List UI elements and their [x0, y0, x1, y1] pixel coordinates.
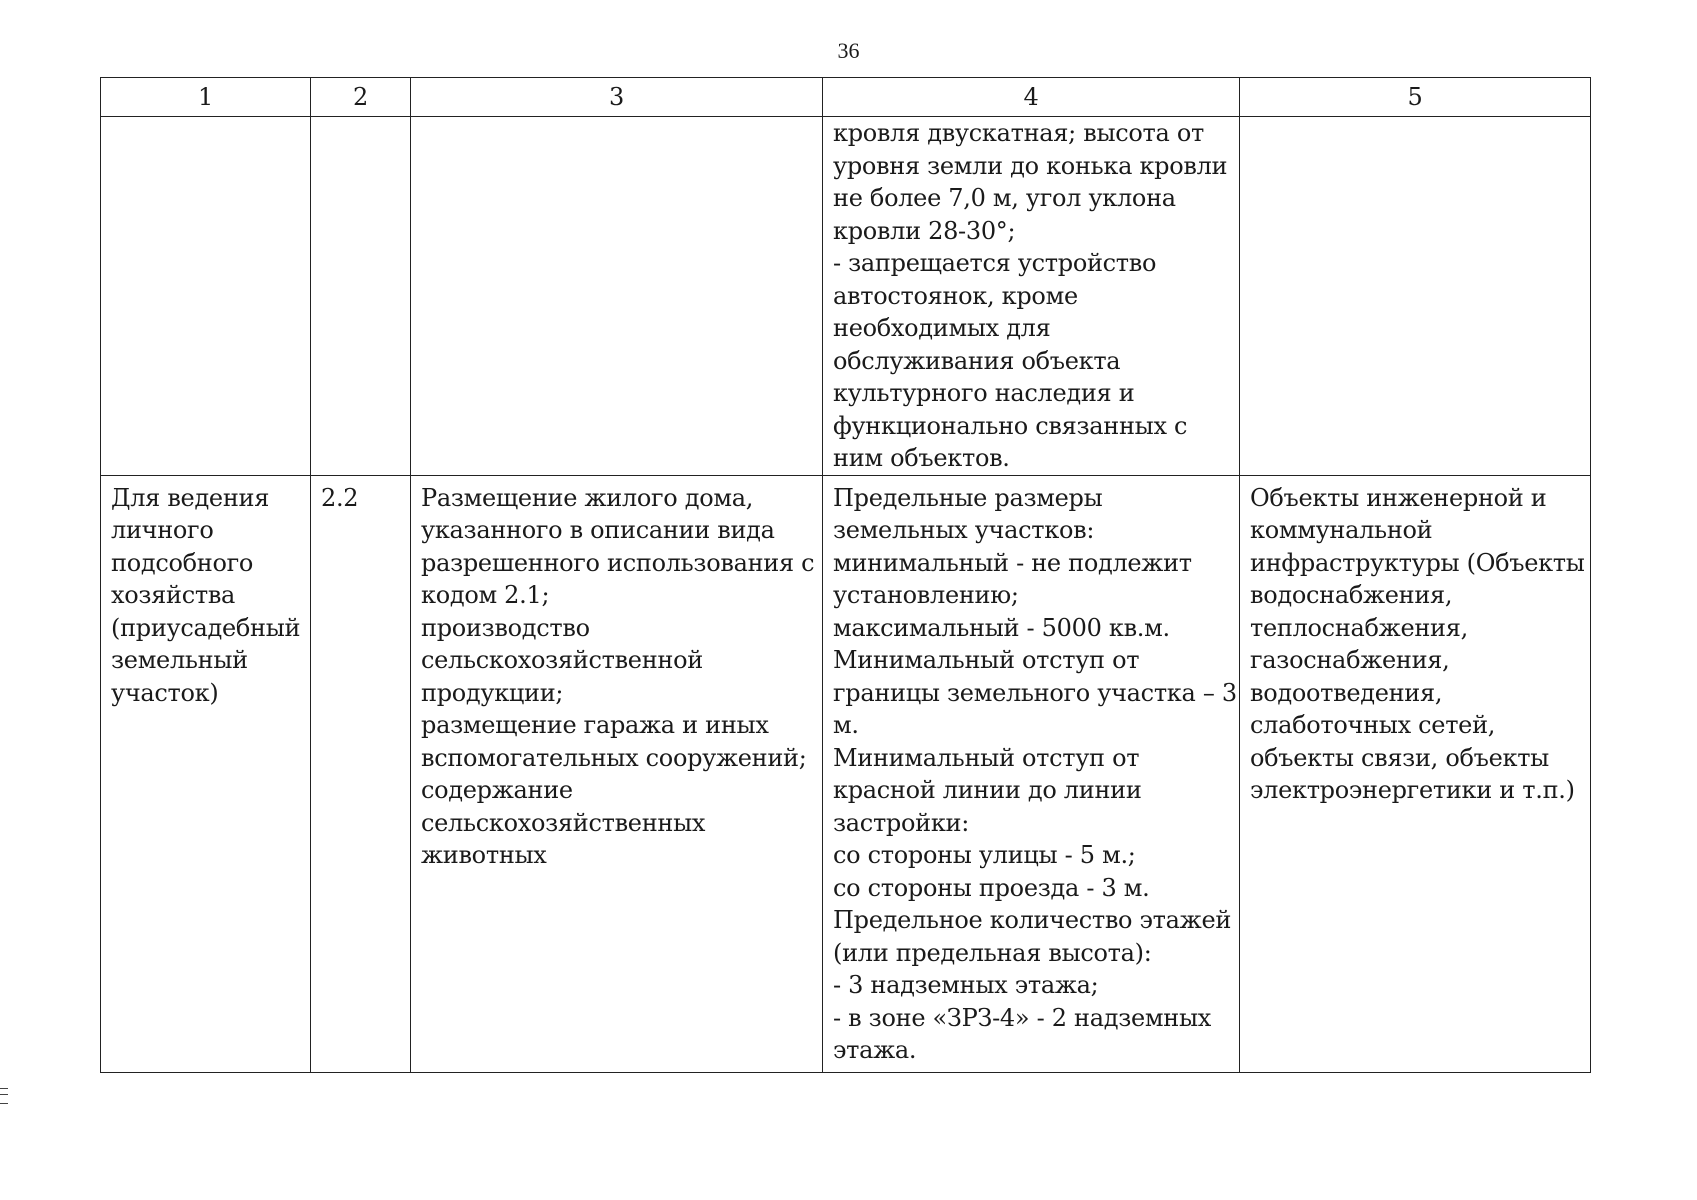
text-line: участок) [111, 678, 219, 707]
text-line: культурного наследия и [833, 379, 1135, 407]
text-line: функционально связанных с [833, 411, 1188, 440]
text-line: сельскохозяйственных [421, 808, 706, 837]
text-line: - запрещается устройство [833, 249, 1157, 277]
text-line: максимальный - 5000 кв.м. [833, 613, 1170, 642]
text-line: земельный [111, 646, 248, 674]
cell-land-use-name [101, 475, 311, 1072]
text-line: животных [421, 841, 547, 869]
text-line: этажа. [833, 1036, 917, 1064]
text-line: разрешенного использования с [421, 548, 815, 577]
cell-land-use-code: 2.2 [311, 475, 411, 1072]
text-line: м. [833, 711, 859, 739]
text-line: автостоянок, кроме [833, 281, 1078, 310]
text-line: кровли 28-30°; [833, 216, 1016, 245]
table-header-row [101, 78, 1591, 117]
header-col-5: 5 [1240, 78, 1591, 117]
text-line: теплоснабжения, [1250, 613, 1468, 642]
cell-infrastructure [1240, 475, 1591, 1072]
text-line: Минимальный отступ от [833, 743, 1140, 772]
cell-land-use-description [411, 475, 823, 1072]
text-line: (приусадебный [111, 613, 301, 642]
text-line: Для ведения [111, 483, 270, 512]
text-line: Предельное количество этажей [833, 906, 1232, 934]
cell-limit-parameters [823, 475, 1240, 1072]
text-line: хозяйства [111, 581, 236, 609]
text-line: минимальный - не подлежит [833, 548, 1192, 577]
header-col-2: 2 [311, 78, 411, 117]
text-line: содержание [421, 776, 573, 804]
text-line: вспомогательных сооружений; [421, 743, 807, 772]
scan-edge-mark [0, 1088, 8, 1104]
text-line: Минимальный отступ от [833, 646, 1140, 674]
text-line: Размещение жилого дома, [421, 483, 754, 512]
text-line: водоотведения, [1250, 678, 1443, 707]
text-line: ним объектов. [833, 444, 1010, 472]
text-line: размещение гаража и иных [421, 711, 769, 739]
text-line: необходимых для [833, 314, 1051, 342]
cell-cont-col3 [411, 117, 823, 476]
text-line: не более 7,0 м, угол уклона [833, 184, 1176, 212]
text-line: красной линии до линии [833, 776, 1142, 804]
text-line: уровня земли до конька кровли [833, 151, 1228, 180]
text-line: границы земельного участка – 3 [833, 678, 1237, 707]
text-line: указанного в описании вида [421, 516, 775, 544]
text-line: установлению; [833, 581, 1019, 609]
table-row-continuation [101, 117, 1591, 476]
table-row-main [101, 475, 1591, 1072]
cell-cont-col5 [1240, 117, 1591, 476]
text-line: электроэнергетики и т.п.) [1250, 776, 1575, 804]
page-number: 36 [837, 38, 860, 63]
text-line: обслуживания объекта [833, 346, 1121, 375]
text-line: кровля двускатная; высота от [833, 119, 1204, 147]
cell-cont-col4 [823, 117, 1240, 476]
text-line: личного [111, 516, 214, 544]
text-line: газоснабжения, [1250, 646, 1450, 674]
text-line: Объекты инженерной и [1250, 483, 1547, 512]
text-line: сельскохозяйственной [421, 646, 703, 674]
cell-cont-col1 [101, 117, 311, 476]
header-col-4: 4 [823, 78, 1240, 117]
text-line: - 3 надземных этажа; [833, 971, 1099, 999]
header-col-1: 1 [101, 78, 311, 117]
text-line: производство [421, 613, 590, 642]
regulations-table [100, 77, 1591, 1073]
text-line: инфраструктуры (Объекты [1250, 548, 1585, 577]
text-line: - в зоне «ЗРЗ-4» - 2 надземных [833, 1003, 1211, 1032]
text-line: со стороны проезда - 3 м. [833, 873, 1150, 902]
text-line: слаботочных сетей, [1250, 711, 1496, 739]
text-line: продукции; [421, 678, 564, 707]
text-line: водоснабжения, [1250, 581, 1453, 609]
text-line: земельных участков: [833, 516, 1095, 544]
text-line: подсобного [111, 548, 254, 577]
cell-cont-col2 [311, 117, 411, 476]
text-line: коммунальной [1250, 516, 1433, 544]
header-col-3: 3 [411, 78, 823, 117]
text-line: кодом 2.1; [421, 581, 550, 609]
text-line: застройки: [833, 808, 970, 837]
text-line: Предельные размеры [833, 483, 1103, 512]
text-line: со стороны улицы - 5 м.; [833, 841, 1136, 869]
text-line: объекты связи, объекты [1250, 743, 1549, 772]
text-line: (или предельная высота): [833, 938, 1152, 967]
